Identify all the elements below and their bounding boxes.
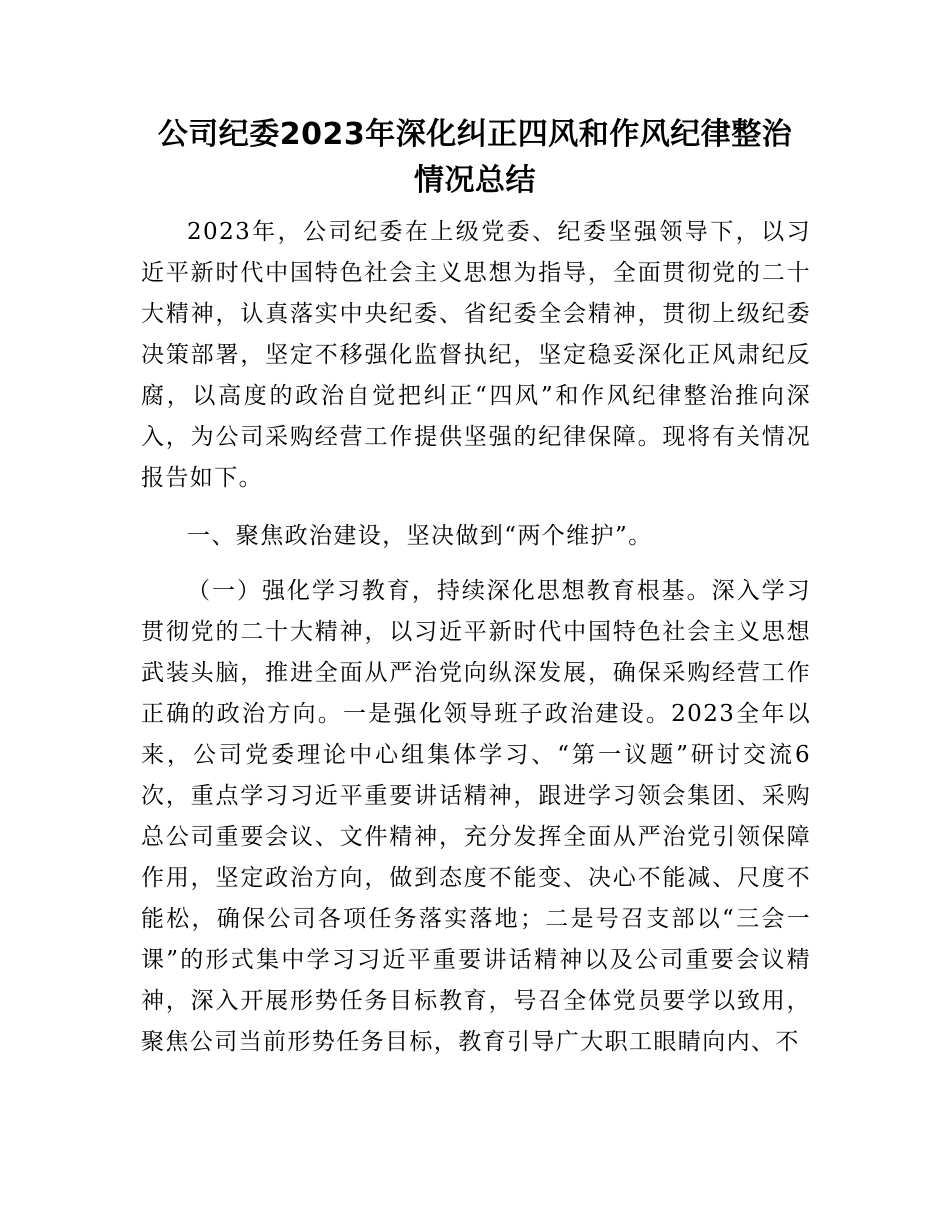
document-title bbox=[140, 112, 810, 204]
paragraph-intro: 2023年，公司纪委在上级党委、纪委坚强领导下，以习近平新时代中国特色社会主义思想为指导，全面贯彻党的二十大精神，认真落实中央纪委、省纪委全会精神，贯彻上级纪委决策部署，坚定不移强化监督执纪，坚定稳妥深化正风肃纪反腐，以高度的政治自觉把纠正“四风”和作风纪律整治推向深入，为公司采购经营工作提供坚强的纪律保障。现将有关情况报告如下。 bbox=[141, 219, 811, 491]
paragraph-subsection-1: （一）强化学习教育，持续深化思想教育根基。深入学习贯彻党的二十大精神，以习近平新时代中国特色社会主义思想武装头脑，推进全面从严治党向纵深发展，确保采购经营工作正确的政治方向。一是强化领导班子政治建设。2023全年以来，公司党委理论中心组集体学习、“第一议题”研讨交流6次，重点学习习近平重要讲话精神，跟进学习领会集团、采购总公司重要会议、文件精神，充分发挥全面从严治党引领保障作用，坚定政治方向，做到态度不能变、决心不能减、尺度不能松，确保公司各项任务落实落地；二是号召支部以“三会一课”的形式集中学习习近平重要讲话精神以及公司重要会议精神，深入开展形势任务目标教育，号召全体党员要学以致用，聚焦公司当前形势任务目标，教育引导广大职工眼睛向内、不 bbox=[141, 578, 811, 1055]
document-body bbox=[141, 212, 811, 1063]
title-line-2: 情况总结 bbox=[414, 163, 536, 198]
section-heading-1: 一、聚焦政治建设，坚决做到“两个维护”。 bbox=[187, 523, 653, 549]
title-line-1: 公司纪委2023年深化纠正四风和作风纪律整治 bbox=[157, 117, 793, 152]
